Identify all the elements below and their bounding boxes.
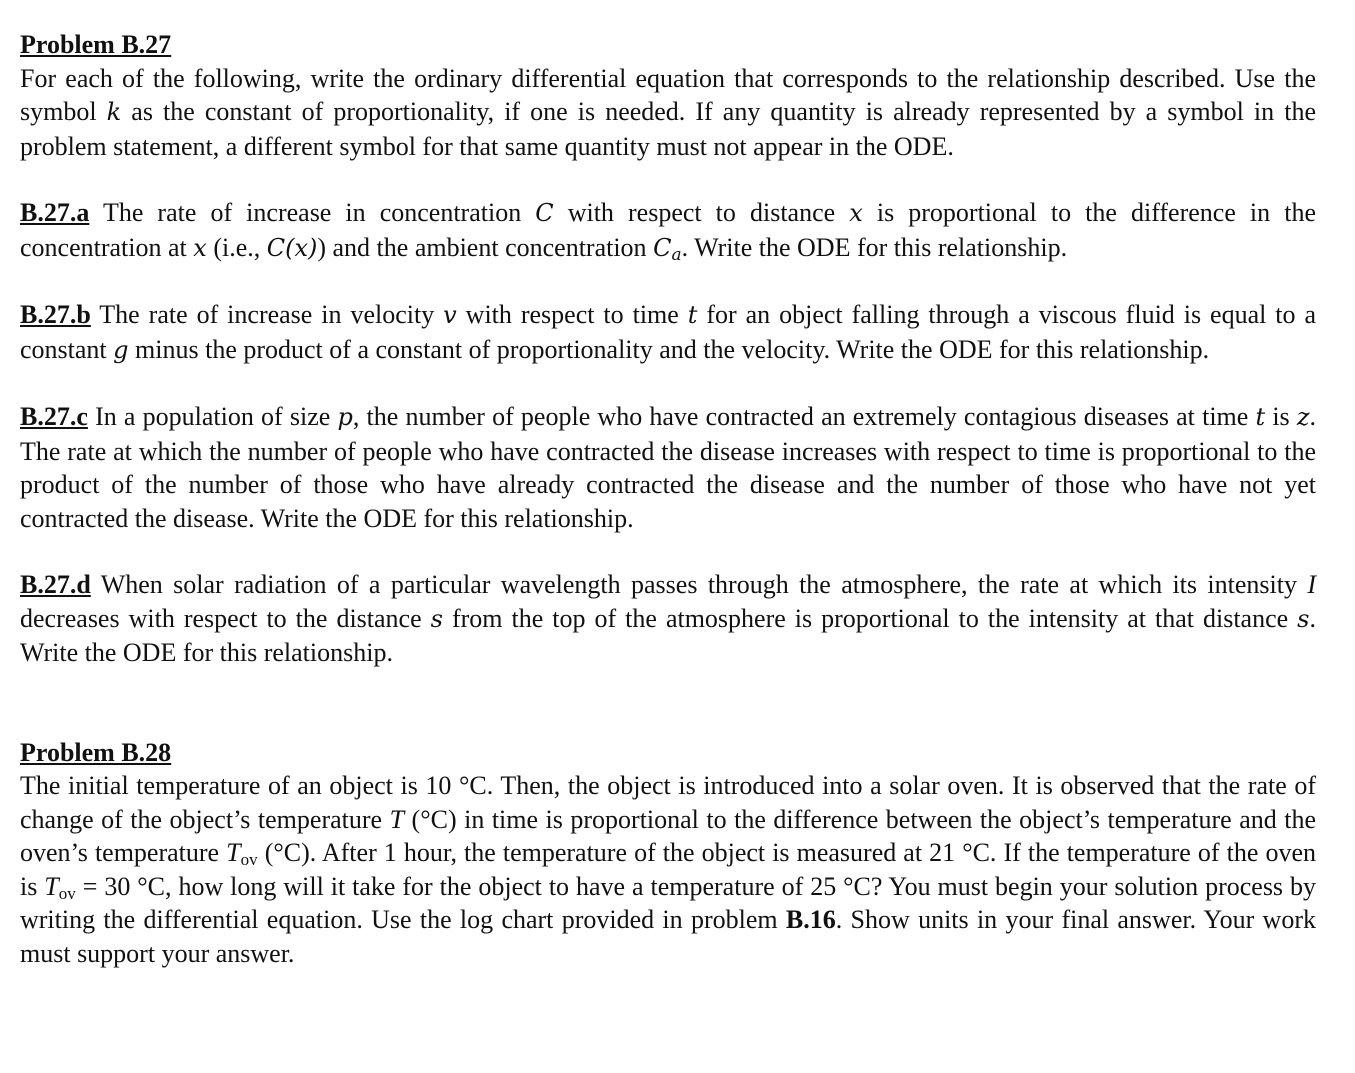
part-d-label: B.27.d bbox=[20, 570, 91, 599]
part-c-text: is bbox=[1265, 402, 1297, 431]
part-a-text: . Write the ODE for this relationship. bbox=[681, 232, 1068, 262]
symbol-C-a-sub: a bbox=[671, 244, 682, 265]
symbol-k: k bbox=[106, 98, 122, 126]
intro-text-2: as the constant of proportionality, if one is needed. If any quantity is already represented by a symbol in the problem statement, a different symbol for that same quantity must not appear in the ODE. bbox=[20, 97, 1316, 161]
symbol-C: C bbox=[535, 199, 554, 227]
symbol-x: x bbox=[193, 233, 207, 262]
part-a-text: (i.e., bbox=[206, 232, 267, 262]
part-c-text: , the number of people who have contracted an extremely contagious diseases at time bbox=[352, 402, 1256, 431]
symbol-T: T bbox=[389, 804, 405, 834]
b28-text: The initial temperature of an object is 10 °C. Then, the object is introduced into a solar oven. It is observed that the rate of change of the object’s temperature bbox=[20, 771, 1316, 834]
part-d-text: When solar radiation of a particular wavelength passes through the atmosphere, the rate at which its intensity bbox=[90, 570, 1308, 599]
symbol-I: I bbox=[1307, 570, 1316, 599]
symbol-x: x bbox=[849, 199, 863, 227]
part-b-text: for an object falling through a viscous fluid is equal to a constant bbox=[20, 300, 1316, 364]
problem-b27b bbox=[20, 298, 1316, 367]
symbol-T-ov bbox=[226, 838, 257, 867]
b28-text: (°C) in time is proportional to the difference between the object’s temperature and the oven’s temperature bbox=[20, 804, 1316, 867]
part-d-text: . Write the ODE for this relationship. bbox=[20, 603, 1316, 667]
part-a-text: is proportional to the difference in the concentration at bbox=[20, 198, 1316, 262]
symbol-t: t bbox=[687, 301, 698, 329]
symbol-z: z bbox=[1296, 403, 1310, 431]
symbol-C-a bbox=[653, 233, 682, 265]
symbol-s: s bbox=[430, 604, 443, 633]
symbol-T-ov-base: T bbox=[226, 838, 241, 867]
symbol-v: v bbox=[443, 301, 457, 329]
intro-text-1: For each of the following, write the ordinary differential equation that corresponds to the relationship described. Use the symbol bbox=[20, 63, 1316, 126]
b28-text: = 30 °C, how long will it take for the object to have a temperature of 25 °C? You must begin your solution process by writing the differential equation. Use the log chart provided in problem bbox=[20, 871, 1316, 934]
part-a-label: B.27.a bbox=[20, 198, 90, 227]
symbol-T-ov bbox=[44, 872, 75, 901]
problem-b27d bbox=[20, 568, 1316, 670]
part-b-text: with respect to time bbox=[456, 300, 688, 329]
problem-b27-heading: Problem B.27 bbox=[20, 30, 172, 59]
symbol-T-ov-base: T bbox=[44, 871, 59, 901]
problem-b27a bbox=[20, 196, 1316, 265]
part-a-text: The rate of increase in concentration bbox=[89, 198, 536, 227]
symbol-s: s bbox=[1297, 604, 1310, 633]
problem-b27c bbox=[20, 400, 1316, 535]
document-page bbox=[20, 28, 1316, 970]
problem-b28-heading: Problem B.28 bbox=[20, 737, 172, 767]
part-a-text: ) and the ambient concentration bbox=[317, 232, 654, 262]
b28-text: . Show units in your final answer. Your work must support your answer. bbox=[20, 905, 1316, 968]
part-d-text: from the top of the atmosphere is proportional to the intensity at that distance bbox=[442, 603, 1298, 633]
part-b-text: minus the product of a constant of proportionality and the velocity. Write the ODE for this relationship. bbox=[128, 334, 1210, 364]
symbol-C-of-x: C(x) bbox=[266, 233, 318, 262]
symbol-C-a-base: C bbox=[653, 233, 672, 262]
part-b-label: B.27.b bbox=[20, 300, 91, 329]
part-c-text: . The rate at which the number of people who have contracted the disease increases with respect to time is proportional to the product of the number of those who have already contracted the disease and the number of those who have not yet contracted the disease. Write the ODE for this relationship. bbox=[20, 402, 1317, 533]
part-c-text: In a population of size bbox=[87, 402, 338, 431]
b28-text: (°C). After 1 hour, the temperature of the object is measured at 21 °C. If the temperature of the oven is bbox=[20, 838, 1316, 901]
symbol-g: g bbox=[113, 335, 129, 364]
problem-reference: B.16 bbox=[785, 905, 836, 934]
symbol-T-ov-sub: ov bbox=[58, 883, 76, 903]
part-c-label: B.27.c bbox=[20, 402, 88, 431]
part-d-text: decreases with respect to the distance bbox=[20, 603, 431, 633]
part-b-text: The rate of increase in velocity bbox=[90, 300, 444, 329]
problem-b27-intro bbox=[20, 62, 1316, 164]
symbol-p: p bbox=[337, 403, 353, 431]
symbol-T-ov-sub: ov bbox=[240, 850, 258, 869]
symbol-t: t bbox=[1255, 403, 1266, 431]
problem-b28-body bbox=[20, 769, 1316, 970]
part-a-text: with respect to distance bbox=[553, 198, 850, 227]
